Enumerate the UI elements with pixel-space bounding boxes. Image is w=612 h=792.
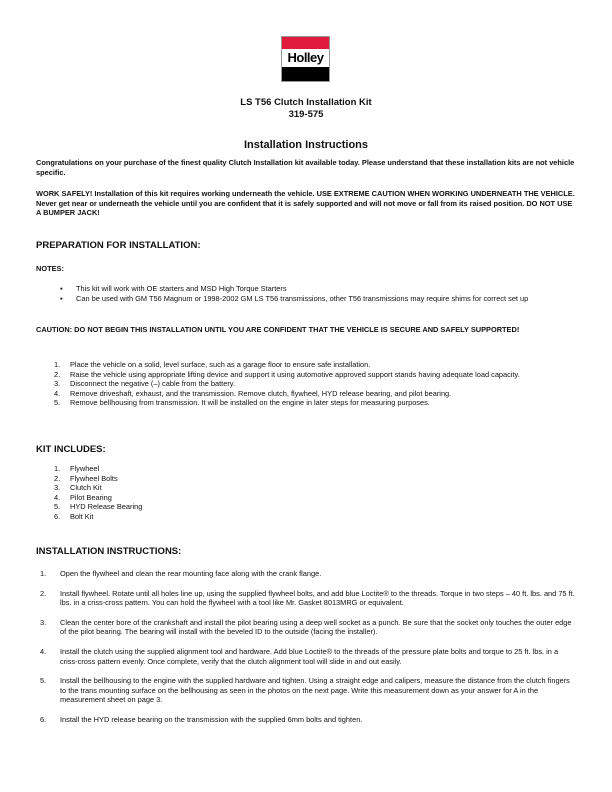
preparation-heading: PREPARATION FOR INSTALLATION: [36, 240, 201, 251]
list-item: ▪ This kit will work with OE starters and MSD High Torque Starters [60, 284, 287, 293]
bullet-icon: ▪ [60, 284, 63, 293]
installation-heading: INSTALLATION INSTRUCTIONS: [36, 546, 182, 557]
intro-paragraph: Congratulations on your purchase of the finest quality Clutch Installation kit available today. Please understand that these installation kits are not vehicle specific. [36, 158, 575, 177]
caution-text: CAUTION: DO NOT BEGIN THIS INSTALLATION UNTIL YOU ARE CONFIDENT THAT THE VEHICLE IS SECURE AND SAFELY SUPPORTED! [36, 325, 520, 334]
part-number: 319-575 [288, 109, 324, 120]
notes-list [60, 284, 575, 303]
list-item: 3. Disconnect the negative (–) cable from the battery. [54, 379, 236, 389]
list-item: ▪ Can be used with GM T56 Magnum or 1998-2002 GM LS T56 transmissions, other T56 transmissions may require shims for correct set up [60, 293, 529, 303]
safety-warning: WORK SAFELY! Installation of this kit requires working underneath the vehicle. USE EXTREME CAUTION WHEN WORKING UNDERNEATH THE VEHICLE. Never get near or underneath the vehicle until you are confident that it is safely supported and will not move or fall from its raised position. DO NOT USE A BUMPER JACK! [36, 189, 575, 218]
section-title: Installation Instructions [243, 139, 369, 151]
list-item: 6. Bolt Kit [54, 511, 94, 521]
notes-label: NOTES: [36, 264, 64, 273]
kit-items [54, 464, 574, 522]
document-title: LS T56 Clutch Installation Kit [240, 97, 372, 108]
bullet-icon: ▪ [60, 293, 63, 303]
list-item: 4. Pilot Bearing [54, 492, 112, 502]
installation-steps [40, 569, 576, 725]
list-item: 3. Clean the center bore of the crankshaft and install the pilot bearing using a deep well socket as a punch. Be sure that the socket only touches the outer edge of the pilot bearing. The bearing will install with the beveled ID to the outside (facing the installer). [40, 617, 572, 637]
list-item: 5. HYD Release Bearing [54, 502, 143, 512]
list-item: 2. Flywheel Bolts [54, 473, 118, 483]
list-item: 1. Flywheel [54, 464, 100, 473]
holley-logo: Holley [281, 36, 330, 82]
kit-heading: KIT INCLUDES: [36, 444, 106, 455]
list-item: 4. Install the clutch using the supplied alignment tool and hardware. Add blue Loctite® to the threads of the pressure plate bolts and torque to 25 ft. lbs. in a criss-cross pattern evenly. Once complete, verify that the clutch alignment tool will slide in and out easily. [40, 646, 559, 666]
list-item: 1. Place the vehicle on a solid, level surface, such as a garage floor to ensure safe installation. [54, 360, 371, 369]
list-item: 4. Remove driveshaft, exhaust, and the transmission. Remove clutch, flywheel, HYD release bearing, and pilot bearing. [54, 388, 452, 398]
list-item: 5. Install the bellhousing to the engine with the supplied hardware and tighten. Using a straight edge and calipers, measure the distance from the clutch fingers to the trans mounting surface on the bellhousing as seen in the photos on the next page. Write this measurement down as your answer for A in the measurement sheet on page 3. [40, 676, 570, 705]
list-item: 5. Remove bellhousing from transmission. It will be installed on the engine in later steps for measuring purposes. [54, 398, 430, 408]
list-item: 1. Open the flywheel and clean the rear mounting face along with the crank flange. [40, 569, 322, 578]
list-item: 6. Install the HYD release bearing on the transmission with the supplied 6mm bolts and tighten. [40, 714, 363, 724]
preparation-steps [54, 360, 574, 408]
list-item: 2. Install flywheel. Rotate until all holes line up, using the supplied flywheel bolts, and add blue Loctite® to the threads. Torque in two steps – 40 ft. lbs. and 75 ft. lbs. in a criss-cross pattern. You can hold the flywheel with a tool like Mr. Gasket 8013MRG or equivalent. [40, 588, 575, 608]
list-item: 3. Clutch Kit [54, 483, 102, 493]
list-item: 2. Raise the vehicle using appropriate lifting device and support it using automotive approved support stands having adequate load capacity. [54, 369, 520, 379]
